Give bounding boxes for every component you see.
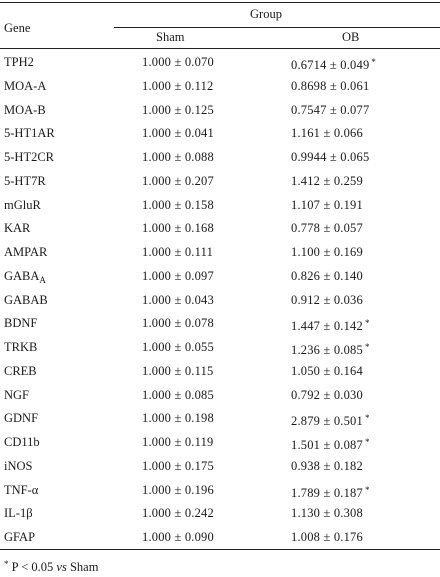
table-body (0, 50, 440, 549)
sham-value: 1.000 ± 0.088 (142, 150, 214, 164)
footnote-text-a: P < 0.05 (8, 560, 57, 574)
sham-value: 1.000 ± 0.090 (142, 530, 214, 544)
gene-cell (4, 363, 37, 379)
table-row (0, 121, 440, 145)
ob-cell (291, 102, 369, 118)
table-row (0, 359, 440, 383)
ob-cell (291, 339, 370, 358)
ob-cell (291, 197, 363, 213)
sham-value: 1.000 ± 0.085 (142, 387, 214, 402)
sham-value: 1.000 ± 0.078 (142, 316, 214, 331)
table-row (0, 50, 440, 74)
ob-cell (291, 482, 370, 501)
table-top-rule (0, 2, 440, 3)
gene-cell (4, 529, 35, 545)
sham-value: 1.000 ± 0.125 (142, 102, 214, 117)
sham-value: 1.000 ± 0.119 (142, 435, 214, 449)
ob-value: 1.236 ± 0.085 (291, 343, 363, 357)
gene-cell (4, 505, 33, 521)
sham-value: 1.000 ± 0.198 (142, 411, 214, 426)
sham-value: 1.000 ± 0.196 (142, 482, 214, 497)
ob-value: 2.879 ± 0.501 (291, 414, 363, 429)
table-row (0, 335, 440, 359)
header-ob: OB (342, 30, 360, 44)
gene-cell (4, 220, 30, 236)
ob-cell (291, 434, 370, 453)
table-row (0, 383, 440, 407)
gene-name: IL-1β (4, 506, 33, 521)
ob-value: 0.9944 ± 0.065 (291, 150, 370, 164)
gene-cell (4, 125, 55, 141)
footnote-vs: vs (56, 560, 67, 574)
gene-subscript: A (39, 274, 46, 285)
gene-name: GFAP (4, 530, 36, 544)
gene-name: iNOS (4, 458, 33, 473)
significance-mark: * (364, 342, 370, 352)
ob-cell (291, 387, 363, 403)
sham-value: 1.000 ± 0.242 (142, 506, 214, 521)
sham-value: 1.000 ± 0.112 (142, 78, 214, 93)
ob-cell (291, 529, 363, 545)
sham-value: 1.000 ± 0.158 (142, 197, 214, 212)
ob-value: 1.501 ± 0.087 (291, 438, 363, 452)
sham-value: 1.000 ± 0.168 (142, 221, 214, 236)
gene-cell (4, 387, 29, 403)
significance-mark: * (364, 318, 370, 329)
ob-value: 1.447 ± 0.142 (291, 319, 363, 334)
table-row (0, 406, 440, 430)
ob-value: 0.8698 ± 0.061 (291, 78, 370, 93)
ob-cell (291, 410, 370, 429)
ob-value: 1.130 ± 0.308 (291, 506, 363, 521)
gene-cell (4, 244, 47, 260)
table-row (0, 74, 440, 98)
gene-cell (4, 410, 38, 426)
table-row (0, 169, 440, 193)
table-row (0, 501, 440, 525)
table-row (0, 193, 440, 217)
ob-cell (291, 125, 363, 141)
gene-name: BDNF (4, 316, 38, 331)
ob-cell (291, 220, 363, 236)
table-row (0, 264, 440, 288)
gene-cell (4, 315, 37, 331)
ob-value: 1.050 ± 0.164 (291, 363, 363, 378)
table-row (0, 525, 440, 549)
gene-cell (4, 173, 46, 189)
table-row (0, 240, 440, 264)
sham-value: 1.000 ± 0.070 (142, 55, 214, 69)
ob-value: 1.161 ± 0.066 (291, 126, 363, 141)
ob-cell (291, 54, 376, 73)
table-row (0, 145, 440, 169)
gene-name: TPH2 (4, 55, 34, 69)
gene-name: 5-HT1AR (4, 126, 55, 141)
ob-value: 1.008 ± 0.176 (291, 530, 363, 544)
header-rule (0, 48, 440, 49)
ob-value: 1.412 ± 0.259 (291, 173, 363, 188)
header-gene: Gene (4, 21, 31, 35)
gene-name: AMPAR (4, 245, 48, 259)
gene-name: 5-HT7R (4, 173, 46, 188)
gene-name: MOA-A (4, 78, 47, 93)
sham-value: 1.000 ± 0.175 (142, 458, 214, 473)
gene-cell (4, 149, 54, 165)
ob-cell (291, 149, 369, 165)
gene-cell (4, 54, 34, 70)
gene-name: TNF-α (4, 482, 39, 497)
footnote-mark: * (4, 559, 9, 569)
table-row (0, 454, 440, 478)
gene-name: CREB (4, 363, 37, 378)
gene-name: mGluR (4, 197, 41, 212)
table-row (0, 216, 440, 240)
ob-value: 0.792 ± 0.030 (291, 387, 363, 402)
table-bottom-rule (0, 549, 440, 550)
ob-cell (291, 78, 369, 94)
ob-cell (291, 244, 363, 260)
ob-value: 1.107 ± 0.191 (291, 197, 363, 212)
sham-value: 1.000 ± 0.115 (142, 363, 214, 378)
sham-value: 1.000 ± 0.055 (142, 340, 214, 354)
gene-name: CD11b (4, 435, 40, 449)
sham-value: 1.000 ± 0.041 (142, 126, 214, 141)
ob-value: 0.6714 ± 0.049 (291, 58, 370, 72)
table-row (0, 311, 440, 335)
ob-value: 0.778 ± 0.057 (291, 221, 363, 236)
ob-cell (291, 268, 363, 284)
gene-cell (4, 78, 46, 94)
gene-cell (4, 482, 38, 498)
sham-value: 1.000 ± 0.097 (142, 268, 214, 283)
gene-cell (4, 458, 32, 474)
gene-name: GDNF (4, 411, 39, 426)
footnote-text-c: Sham (66, 560, 99, 574)
footnote (4, 556, 98, 575)
sham-value: 1.000 ± 0.111 (142, 245, 214, 259)
ob-cell (291, 292, 363, 308)
gene-name: NGF (4, 387, 30, 402)
gene-name: TRKB (4, 340, 38, 354)
ob-value: 0.7547 ± 0.077 (291, 102, 370, 117)
ob-cell (291, 458, 363, 474)
ob-value: 0.938 ± 0.182 (291, 458, 363, 473)
sham-value: 1.000 ± 0.043 (142, 292, 214, 307)
ob-cell (291, 505, 363, 521)
gene-cell (4, 434, 40, 450)
significance-mark: * (364, 484, 370, 495)
ob-cell (291, 315, 370, 334)
table-row (0, 430, 440, 454)
table-row (0, 478, 440, 502)
gene-cell (4, 102, 46, 118)
ob-value: 1.100 ± 0.169 (291, 245, 363, 259)
gene-name: KAR (4, 221, 31, 236)
gene-name: 5-HT2CR (4, 150, 54, 164)
ob-value: 0.826 ± 0.140 (291, 268, 363, 283)
header-group: Group (250, 7, 282, 21)
sham-value: 1.000 ± 0.207 (142, 173, 214, 188)
gene-cell (4, 197, 41, 213)
gene-cell (4, 268, 46, 288)
group-underline (114, 27, 440, 28)
significance-mark: * (364, 437, 370, 447)
gene-cell (4, 339, 37, 355)
gene-name: GABA (4, 268, 40, 283)
significance-mark: * (364, 413, 370, 424)
gene-name: GABAB (4, 292, 48, 307)
gene-name: MOA-B (4, 102, 46, 117)
gene-cell (4, 292, 48, 308)
significance-mark: * (371, 57, 377, 67)
ob-cell (291, 173, 363, 189)
header-sham: Sham (156, 30, 185, 44)
table-row (0, 288, 440, 312)
ob-cell (291, 363, 363, 379)
ob-value: 1.789 ± 0.187 (291, 485, 363, 500)
ob-value: 0.912 ± 0.036 (291, 292, 363, 307)
table-row (0, 98, 440, 122)
